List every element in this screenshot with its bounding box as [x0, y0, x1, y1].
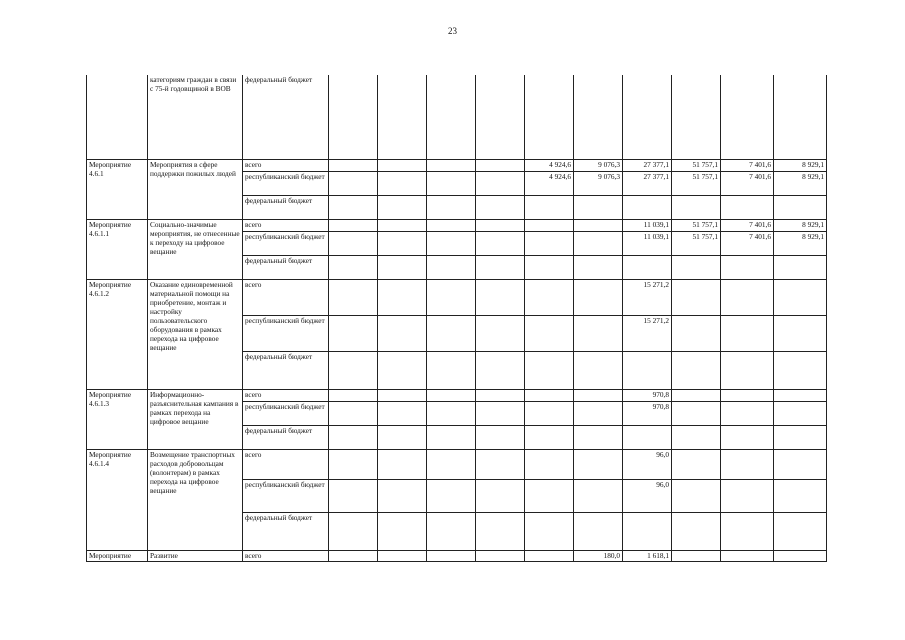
amount-cell: 27 377,1 — [623, 171, 672, 195]
amount-cell — [721, 401, 774, 425]
amount-cell: 51 757,1 — [672, 171, 721, 195]
amount-cell — [476, 479, 525, 512]
funding-source-cell: республиканский бюджет — [243, 401, 329, 425]
table-row — [87, 219, 827, 231]
amount-cell — [623, 351, 672, 389]
amount-cell — [672, 75, 721, 159]
amount-cell — [378, 389, 427, 401]
amount-cell: 8 929,1 — [774, 171, 827, 195]
funding-source-cell: всего — [243, 159, 329, 171]
amount-cell — [774, 255, 827, 279]
table-row — [87, 550, 827, 561]
amount-cell — [427, 550, 476, 561]
amount-cell — [721, 479, 774, 512]
amount-cell — [672, 351, 721, 389]
amount-cell — [427, 351, 476, 389]
measure-name-cell: категориям граждан в связи с 75-й годовщиной в ВОВ — [148, 75, 243, 159]
amount-cell — [329, 389, 378, 401]
amount-cell — [329, 315, 378, 351]
amount-cell — [476, 550, 525, 561]
amount-cell — [378, 315, 427, 351]
amount-cell — [574, 389, 623, 401]
amount-cell — [476, 279, 525, 315]
amount-cell: 8 929,1 — [774, 159, 827, 171]
amount-cell: 51 757,1 — [672, 159, 721, 171]
amount-cell — [427, 279, 476, 315]
funding-source-cell: республиканский бюджет — [243, 171, 329, 195]
amount-cell — [329, 219, 378, 231]
amount-cell — [476, 401, 525, 425]
amount-cell — [329, 195, 378, 219]
amount-cell — [574, 255, 623, 279]
amount-cell — [378, 171, 427, 195]
amount-cell: 15 271,2 — [623, 315, 672, 351]
amount-cell — [476, 171, 525, 195]
amount-cell — [623, 195, 672, 219]
table-row — [87, 75, 827, 159]
amount-cell — [623, 75, 672, 159]
budget-table — [86, 75, 827, 562]
amount-cell — [427, 231, 476, 255]
funding-source-cell: республиканский бюджет — [243, 231, 329, 255]
amount-cell — [525, 550, 574, 561]
amount-cell: 180,0 — [574, 550, 623, 561]
funding-source-cell: республиканский бюджет — [243, 479, 329, 512]
amount-cell — [574, 449, 623, 479]
amount-cell — [672, 479, 721, 512]
amount-cell — [427, 479, 476, 512]
amount-cell — [329, 171, 378, 195]
funding-source-cell: всего — [243, 449, 329, 479]
amount-cell — [427, 315, 476, 351]
amount-cell — [378, 159, 427, 171]
amount-cell — [525, 195, 574, 219]
amount-cell — [476, 351, 525, 389]
amount-cell — [574, 351, 623, 389]
amount-cell — [721, 195, 774, 219]
amount-cell — [476, 231, 525, 255]
amount-cell — [672, 255, 721, 279]
amount-cell — [672, 195, 721, 219]
measure-id-cell — [87, 75, 148, 159]
measure-name-cell: Информационно-разъяснительная кампания в рамках перехода на цифровое вещание — [148, 389, 243, 449]
amount-cell: 51 757,1 — [672, 219, 721, 231]
amount-cell — [774, 75, 827, 159]
amount-cell — [672, 449, 721, 479]
amount-cell — [329, 479, 378, 512]
amount-cell — [329, 279, 378, 315]
table-row — [87, 279, 827, 315]
funding-source-cell: федеральный бюджет — [243, 255, 329, 279]
amount-cell: 51 757,1 — [672, 231, 721, 255]
page-number: 23 — [448, 26, 457, 36]
amount-cell — [525, 255, 574, 279]
amount-cell — [721, 449, 774, 479]
amount-cell — [378, 425, 427, 449]
amount-cell — [525, 279, 574, 315]
amount-cell — [476, 195, 525, 219]
amount-cell — [378, 550, 427, 561]
measure-name-cell: Оказание единовременной материальной помощи на приобретение, монтаж и настройку пользовательского оборудования в рамках перехода на цифровое вещание — [148, 279, 243, 389]
amount-cell — [378, 449, 427, 479]
amount-cell — [774, 550, 827, 561]
amount-cell — [329, 75, 378, 159]
amount-cell — [774, 425, 827, 449]
amount-cell — [525, 479, 574, 512]
amount-cell: 11 039,1 — [623, 231, 672, 255]
amount-cell — [672, 315, 721, 351]
amount-cell: 4 924,6 — [525, 171, 574, 195]
amount-cell — [774, 401, 827, 425]
amount-cell — [329, 550, 378, 561]
amount-cell — [525, 231, 574, 255]
amount-cell — [574, 315, 623, 351]
amount-cell — [525, 75, 574, 159]
amount-cell — [774, 389, 827, 401]
amount-cell — [476, 512, 525, 550]
amount-cell: 27 377,1 — [623, 159, 672, 171]
amount-cell — [574, 195, 623, 219]
measure-name-cell: Мероприятия в сфере поддержки пожилых людей — [148, 159, 243, 219]
amount-cell — [427, 171, 476, 195]
amount-cell — [774, 449, 827, 479]
amount-cell — [721, 255, 774, 279]
measure-name-cell: Развитие — [148, 550, 243, 561]
funding-source-cell: федеральный бюджет — [243, 75, 329, 159]
amount-cell — [774, 479, 827, 512]
measure-name-cell: Социально-значимые мероприятия, не отнесенные к переходу на цифровое вещание — [148, 219, 243, 279]
amount-cell — [574, 219, 623, 231]
amount-cell — [427, 389, 476, 401]
amount-cell — [721, 425, 774, 449]
funding-source-cell: всего — [243, 219, 329, 231]
table-row — [87, 159, 827, 171]
funding-source-cell: всего — [243, 389, 329, 401]
amount-cell — [378, 195, 427, 219]
amount-cell — [476, 315, 525, 351]
amount-cell: 1 618,1 — [623, 550, 672, 561]
amount-cell — [378, 219, 427, 231]
measure-id-cell: Мероприятие 4.6.1.4 — [87, 449, 148, 550]
amount-cell — [525, 401, 574, 425]
amount-cell: 9 076,3 — [574, 159, 623, 171]
amount-cell — [721, 279, 774, 315]
amount-cell — [476, 159, 525, 171]
amount-cell — [672, 279, 721, 315]
amount-cell — [721, 351, 774, 389]
amount-cell — [525, 512, 574, 550]
amount-cell — [329, 231, 378, 255]
amount-cell — [329, 401, 378, 425]
amount-cell — [574, 75, 623, 159]
amount-cell — [721, 550, 774, 561]
amount-cell — [329, 512, 378, 550]
amount-cell — [774, 351, 827, 389]
amount-cell: 7 401,6 — [721, 159, 774, 171]
amount-cell — [574, 425, 623, 449]
amount-cell — [329, 449, 378, 479]
amount-cell — [476, 425, 525, 449]
measure-name-cell: Возмещение транспортных расходов добровольцам (волонтерам) в рамках перехода на цифровое вещание — [148, 449, 243, 550]
amount-cell — [721, 512, 774, 550]
amount-cell: 970,8 — [623, 401, 672, 425]
amount-cell — [427, 401, 476, 425]
funding-source-cell: федеральный бюджет — [243, 195, 329, 219]
amount-cell: 8 929,1 — [774, 231, 827, 255]
amount-cell — [525, 449, 574, 479]
funding-source-cell: всего — [243, 550, 329, 561]
amount-cell — [672, 550, 721, 561]
amount-cell — [525, 389, 574, 401]
amount-cell — [378, 255, 427, 279]
amount-cell: 15 271,2 — [623, 279, 672, 315]
amount-cell — [574, 279, 623, 315]
amount-cell — [378, 512, 427, 550]
amount-cell — [774, 195, 827, 219]
amount-cell — [672, 425, 721, 449]
amount-cell — [525, 219, 574, 231]
amount-cell — [329, 255, 378, 279]
amount-cell — [774, 512, 827, 550]
amount-cell — [574, 479, 623, 512]
funding-source-cell: федеральный бюджет — [243, 351, 329, 389]
amount-cell — [623, 255, 672, 279]
amount-cell: 96,0 — [623, 449, 672, 479]
funding-source-cell: федеральный бюджет — [243, 512, 329, 550]
amount-cell: 9 076,3 — [574, 171, 623, 195]
amount-cell: 96,0 — [623, 479, 672, 512]
amount-cell — [427, 449, 476, 479]
amount-cell — [378, 231, 427, 255]
amount-cell — [672, 389, 721, 401]
amount-cell — [427, 219, 476, 231]
amount-cell — [721, 75, 774, 159]
amount-cell — [427, 425, 476, 449]
amount-cell — [574, 401, 623, 425]
measure-id-cell: Мероприятие 4.6.1.2 — [87, 279, 148, 389]
table-row — [87, 449, 827, 479]
amount-cell — [721, 389, 774, 401]
amount-cell — [476, 255, 525, 279]
amount-cell: 4 924,6 — [525, 159, 574, 171]
amount-cell — [427, 75, 476, 159]
measure-id-cell: Мероприятие 4.6.1.1 — [87, 219, 148, 279]
funding-source-cell: всего — [243, 279, 329, 315]
amount-cell — [427, 159, 476, 171]
amount-cell — [427, 255, 476, 279]
amount-cell — [525, 315, 574, 351]
amount-cell — [721, 315, 774, 351]
amount-cell — [329, 351, 378, 389]
amount-cell — [476, 389, 525, 401]
amount-cell — [623, 425, 672, 449]
amount-cell — [774, 315, 827, 351]
measure-id-cell: Мероприятие 4.6.1 — [87, 159, 148, 219]
table-row — [87, 389, 827, 401]
amount-cell — [427, 512, 476, 550]
amount-cell — [378, 279, 427, 315]
measure-id-cell: Мероприятие 4.6.1.3 — [87, 389, 148, 449]
amount-cell — [672, 512, 721, 550]
amount-cell: 11 039,1 — [623, 219, 672, 231]
amount-cell — [476, 75, 525, 159]
amount-cell — [329, 159, 378, 171]
funding-source-cell: республиканский бюджет — [243, 315, 329, 351]
amount-cell — [476, 449, 525, 479]
amount-cell — [774, 279, 827, 315]
amount-cell — [574, 512, 623, 550]
amount-cell — [329, 425, 378, 449]
amount-cell — [525, 351, 574, 389]
amount-cell — [378, 479, 427, 512]
amount-cell — [378, 401, 427, 425]
amount-cell: 7 401,6 — [721, 219, 774, 231]
amount-cell — [378, 351, 427, 389]
amount-cell — [672, 401, 721, 425]
amount-cell: 7 401,6 — [721, 231, 774, 255]
amount-cell: 7 401,6 — [721, 171, 774, 195]
funding-source-cell: федеральный бюджет — [243, 425, 329, 449]
amount-cell — [574, 231, 623, 255]
amount-cell — [525, 425, 574, 449]
amount-cell — [378, 75, 427, 159]
amount-cell — [623, 512, 672, 550]
amount-cell — [427, 195, 476, 219]
amount-cell: 970,8 — [623, 389, 672, 401]
amount-cell — [476, 219, 525, 231]
measure-id-cell: Мероприятие — [87, 550, 148, 561]
amount-cell: 8 929,1 — [774, 219, 827, 231]
